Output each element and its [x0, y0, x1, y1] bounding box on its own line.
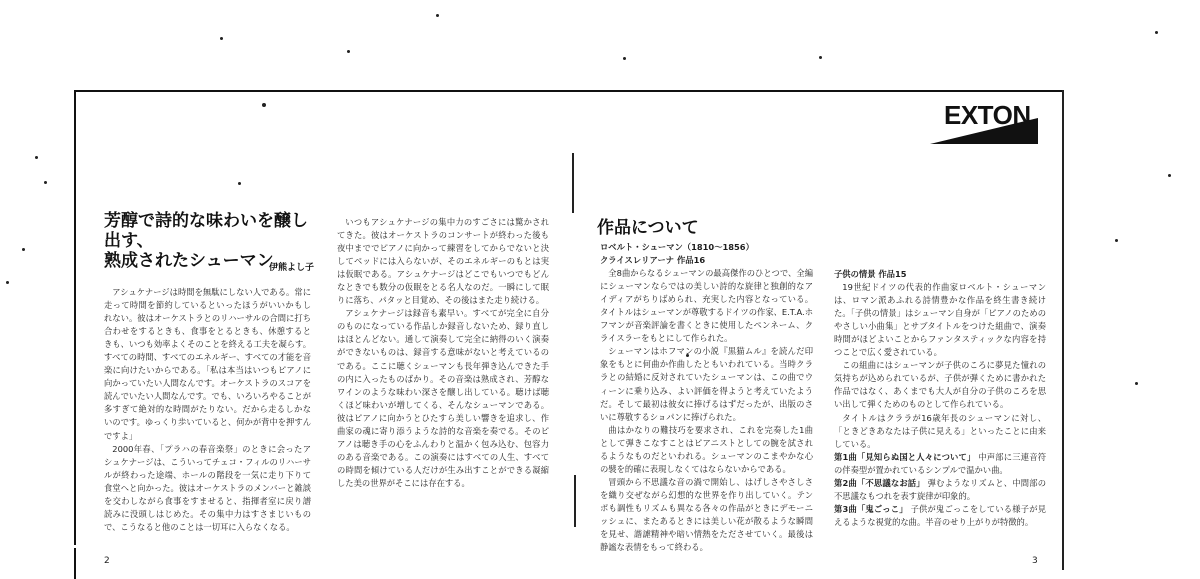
logo-text: EXTON — [944, 100, 1031, 130]
notes-column-2 — [834, 268, 1046, 529]
scan-speck — [1155, 31, 1158, 34]
left-frame-rule-lower — [74, 548, 76, 579]
paragraph: シューマンはホフマンの小説『黒猫ムル』を読んだ印象をもとに何曲か作曲したともいわれている。当時クララとの結婚に反対されていたシューマンは、この曲でウィーンに乗り込み、よい評価を得ようと考えていたようだ。そして最初は彼女に捧げるはずだったが、出版のさいに尊敬するショパンに捧げられた。 — [600, 346, 813, 422]
brand-logo — [908, 100, 1038, 144]
gutter-binding-mark — [572, 153, 574, 213]
piece-entry — [834, 503, 1046, 529]
piece-label: 第3曲「鬼ごっこ」 — [834, 503, 908, 514]
scan-speck — [436, 14, 439, 17]
scan-speck — [220, 37, 223, 40]
piece-label: 第2曲「不思議なお話」 — [834, 477, 925, 488]
essay-title-line-2: 熟成されたシューマン — [104, 251, 274, 271]
paragraph: 冒頭から不思議な音の渦で開始し、はげしさやさしさを織り交ぜながら幻想的な世界を作り出していく。テンポも調性もリズムも異なる各々の作品がときにデモーニッシュに、またあるときには美しい花が散るような瞬間を見せ、諧謔精神や暗い情熱をたださせていく。最後は静謐な表情をもって終わる。 — [600, 476, 813, 553]
piece-label: 第1曲「見知らぬ国と人々について」 — [834, 451, 976, 462]
piece-entry — [834, 477, 1046, 503]
essay-column-2 — [337, 216, 549, 490]
scan-speck — [35, 156, 38, 159]
composer-heading: ロベルト・シューマン（1810～1856） — [600, 242, 754, 252]
scan-speck — [623, 57, 626, 60]
paragraph: 曲はかなりの難技巧を要求され、これを完奏した1曲として弾きこなすことはピアニストとしての腕を試されるようなものだといわれる。シューマンのこまやかな心の襞を的確に表現しなくてはならないからである。 — [600, 424, 813, 474]
left-frame-rule — [74, 90, 76, 545]
essay-column-1 — [104, 286, 311, 534]
scan-speck — [262, 103, 266, 107]
scan-speck — [819, 56, 822, 59]
paragraph: 19世紀ドイツの代表的作曲家ロベルト・シューマンは、ロマン派あふれる詩情豊かな作品を終生書き続けた。「子供の情景」はシューマン自身が「ピアノのためのやさしい小曲集」とサブタイトルをつけた組曲で、演奏時間がほどよいことからファンタスティックな内容を持つことで広く愛されている。 — [834, 282, 1046, 358]
scan-speck — [238, 182, 241, 185]
notes-title: 作品について — [597, 218, 699, 238]
paragraph: この組曲にはシューマンが子供のころに夢見た憧れの気持ちが込められているが、子供が弾くために書かれた作品ではなく、あくまでも大人が自分の子供のころを思い出して弾くためのものとして作られている。 — [834, 360, 1046, 410]
paragraph: 2000年春、「プラハの春音楽祭」のときに会ったアシュケナージは、こういってチェコ・フィルのリハーサルが終わった途端、ホールの階段を一気に走り下りて食堂へと向かった。彼はオーケストラのメンバーと雑談を交わしながら食事をすませると、指揮者室に戻り譜読みに没頭しはじめた。その集中力はすさまじいもので、こうなると他のことは一切耳に入らなくなる。 — [104, 443, 311, 532]
paragraph: アシュケナージは時間を無駄にしない人である。常に走って時間を節約しているといったほうがいいかもしれない。彼はオーケストラとのリハーサルの合間に打ち合わせをするときも、食事をとるときも、休憩するときも、いつも効率よくそのことを終える工夫を凝らす。すべての時間、すべてのエネルギー、すべての才能を音楽に向けたいからである。「私は本当はいつもピアノに向かっていたい人間なんです。オーケストラのスコアを読んでいたい人間なんです。でも、いろいろやることが多すぎて絶対的な時間がたりない。だから走るしかないのです。ゆっくり歩いていると、何かが背中を押すんですよ」 — [104, 287, 311, 441]
paragraph: 全8曲からなるシューマンの最高傑作のひとつで、全編にシューマンならではの美しい詩的な旋律と独創的なアイディアがちりばめられ、充実した内容となっている。タイトルはシューマンが尊敬するドイツの作家、E.T.A.ホフマンが音楽評論を書くときに使用したペンネーム、クライスラーをもとにして作られた。 — [600, 268, 813, 344]
piece-text: 弾むようなリズムと、中間部の不思議なもつれを表す旋律が印象的。 — [834, 477, 1046, 501]
piece-entry — [834, 451, 1046, 477]
scan-speck — [1135, 382, 1138, 385]
work-title: クライスレリアーナ 作品16 — [600, 255, 706, 266]
paragraph: タイトルはクララが16歳年長のシューマンに対し、「ときどきあなたは子供に見える」といったことに由来している。 — [834, 412, 1046, 449]
page-number-left: 2 — [104, 556, 110, 566]
scan-speck — [1115, 239, 1118, 242]
paragraph: アシュケナージは録音も素早い。すべてが完全に自分のものになっている作品しか録音しないため、録り直しはほとんどない。通して演奏して完全に納得のいく演奏ができないものは、録音する意味がないと考えているのである。ここに聴くシューマンも長年弾き込んできた手の内に入ったものばかり。その音楽は熟成され、芳醇なワインのような味わい深さを醸し出している。聴けば聴くほど味わいが増してくる、そんなシューマンである。彼はピアノに向かうとひたすら美しい響きを追求し、作曲家の魂に寄り添うような詩的な音楽を奏でる。そのピアノは聴き手の心をふんわりと温かく包み込む、包容力のある音楽である。この演奏にはすべての人生、すべての時間を傾けている人だけが生み出すことができる凝縮した美の世界がそこには存在する。 — [337, 308, 549, 488]
top-frame-rule — [74, 90, 1064, 92]
scan-speck — [44, 181, 47, 184]
essay-title-line-1: 芳醇で詩的な味わいを醸し出す、 — [104, 211, 308, 251]
work-title: 子供の情景 作品15 — [834, 269, 907, 279]
scan-speck — [347, 50, 350, 53]
piece-text: 中声部に三連音符の伴奏型が置かれているシンプルで温かい曲。 — [834, 451, 1046, 475]
piece-text: 子供が鬼ごっこをしている様子が見えるような視覚的な曲。半音のせり上がりが特徴的。 — [834, 503, 1047, 527]
essay-author: 伊熊よし子 — [269, 263, 315, 273]
notes-column-1 — [600, 241, 813, 554]
scan-speck — [6, 281, 9, 284]
gutter-binding-mark — [574, 475, 576, 527]
paragraph: いつもアシュケナージの集中力のすごさには驚かされてきた。彼はオーケストラのコンサートが終わった後も夜中まででピアノに向かって練習をしてからでないと決してベッドには入らないが、そのエネルギーのもとは実は仮眠である。アシュケナージはどこでもいつでもどんなときでも数分の仮眠をとる名人なのだ。一瞬にして眠りに落ち、パタッと目覚め、その後はまた走り続ける。 — [337, 217, 549, 306]
scan-speck — [22, 248, 25, 251]
right-frame-rule — [1062, 90, 1064, 570]
page-number-right: 3 — [1032, 556, 1038, 566]
scan-speck — [1168, 174, 1171, 177]
